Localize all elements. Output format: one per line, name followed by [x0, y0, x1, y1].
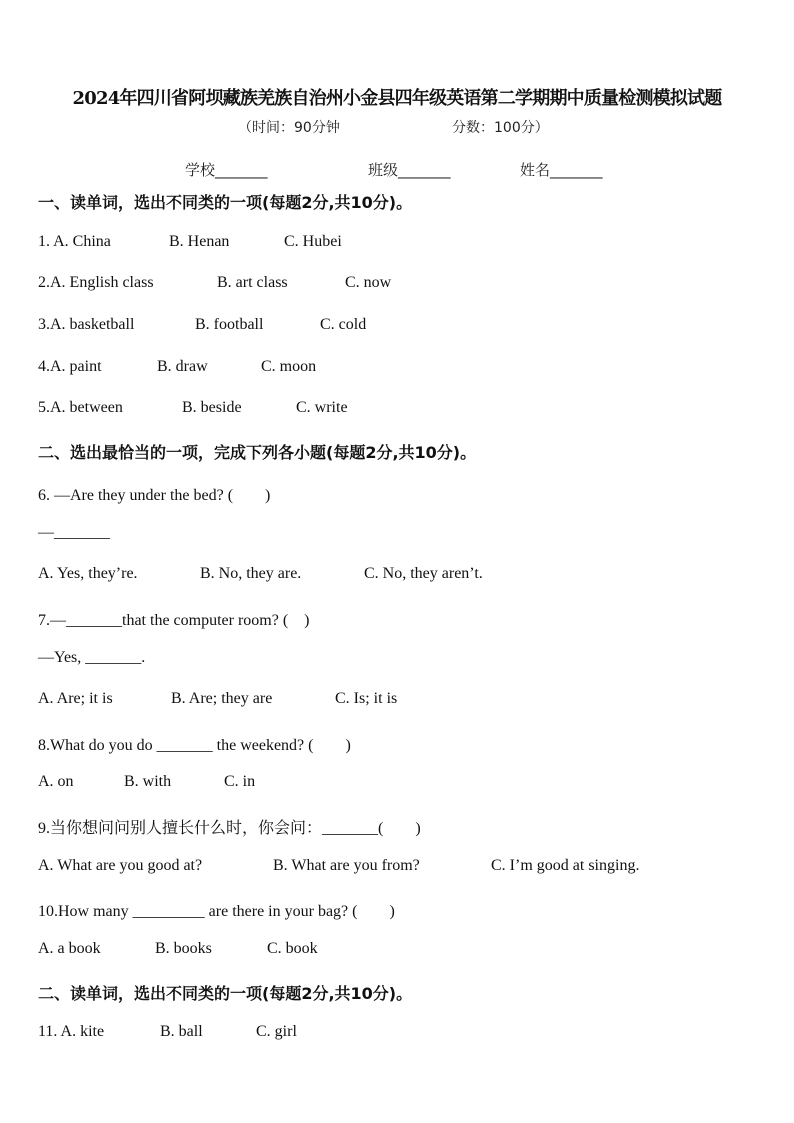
option-c[interactable]: C. girl — [256, 1023, 297, 1040]
school-field[interactable]: 学校_______ — [185, 161, 268, 179]
question-6-options — [38, 565, 778, 587]
question-9-stem: 9.当你想问问别人擅长什么时，你会问：_______( ) — [38, 820, 421, 837]
option-a[interactable]: 2.A. English class — [38, 274, 154, 291]
option-a[interactable]: A. What are you good at? — [38, 857, 203, 874]
question-7-options — [38, 690, 778, 712]
option-c[interactable]: C. book — [267, 940, 318, 957]
option-a[interactable]: 3.A. basketball — [38, 316, 135, 333]
option-a[interactable]: 1. A. China — [38, 233, 111, 250]
option-b[interactable]: B. Henan — [169, 233, 230, 250]
question-8-stem: 8.What do you do _______ the weekend? ( ) — [38, 737, 351, 754]
question-6-answer-blank[interactable]: —_______ — [38, 524, 110, 541]
option-b[interactable]: B. with — [124, 773, 172, 790]
option-b[interactable]: B. football — [195, 316, 264, 333]
question-9-options — [38, 857, 778, 879]
question-11 — [38, 1023, 778, 1045]
section-2-title: 二、选出最恰当的一项，完成下列各小题(每题2分,共10分)。 — [38, 443, 477, 462]
question-3 — [38, 316, 778, 338]
question-1 — [38, 233, 778, 255]
option-b[interactable]: B. What are you from? — [273, 857, 420, 874]
total-score: 分数：100分） — [452, 120, 549, 136]
option-c[interactable]: C. Hubei — [284, 233, 342, 250]
option-a[interactable]: A. Are; it is — [38, 690, 113, 707]
question-4 — [38, 358, 778, 380]
option-a[interactable]: A. Yes, they’re. — [38, 565, 138, 582]
option-a[interactable]: A. on — [38, 773, 74, 790]
question-7-answer-blank[interactable]: —Yes, _______. — [38, 649, 146, 666]
option-b[interactable]: B. beside — [182, 399, 242, 416]
option-b[interactable]: B. Are; they are — [171, 690, 273, 707]
question-8-options — [38, 773, 778, 795]
option-c[interactable]: C. write — [296, 399, 348, 416]
section-3-title: 二、读单词，选出不同类的一项(每题2分,共10分)。 — [38, 984, 413, 1003]
option-a[interactable]: 11. A. kite — [38, 1023, 105, 1040]
question-5 — [38, 399, 778, 421]
question-6-stem: 6. —Are they under the bed? ( ) — [38, 487, 271, 504]
question-7-stem: 7.—_______that the computer room? ( ) — [38, 612, 310, 629]
time-limit: （时间：90分钟 — [238, 120, 340, 136]
page-title: 2024年四川省阿坝藏族羌族自治州小金县四年级英语第二学期期中质量检测模拟试题 — [72, 88, 722, 109]
name-field[interactable]: 姓名_______ — [520, 161, 603, 179]
option-b[interactable]: B. draw — [157, 358, 208, 375]
option-a[interactable]: A. a book — [38, 940, 101, 957]
option-c[interactable]: C. moon — [261, 358, 317, 375]
question-10-options — [38, 940, 778, 962]
question-10-stem: 10.How many _________ are there in your bag? ( ) — [38, 903, 395, 920]
option-b[interactable]: B. No, they are. — [200, 565, 302, 582]
option-a[interactable]: 4.A. paint — [38, 358, 102, 375]
option-c[interactable]: C. Is; it is — [335, 690, 398, 707]
option-c[interactable]: C. now — [345, 274, 392, 291]
option-c[interactable]: C. No, they aren’t. — [364, 565, 483, 582]
question-2 — [38, 274, 778, 296]
option-b[interactable]: B. ball — [160, 1023, 203, 1040]
option-b[interactable]: B. art class — [217, 274, 288, 291]
option-c[interactable]: C. in — [224, 773, 256, 790]
option-c[interactable]: C. cold — [320, 316, 367, 333]
option-b[interactable]: B. books — [155, 940, 212, 957]
section-1-title: 一、读单词，选出不同类的一项(每题2分,共10分)。 — [38, 193, 413, 212]
option-a[interactable]: 5.A. between — [38, 399, 123, 416]
class-field[interactable]: 班级_______ — [368, 161, 451, 179]
option-c[interactable]: C. I’m good at singing. — [491, 857, 640, 874]
